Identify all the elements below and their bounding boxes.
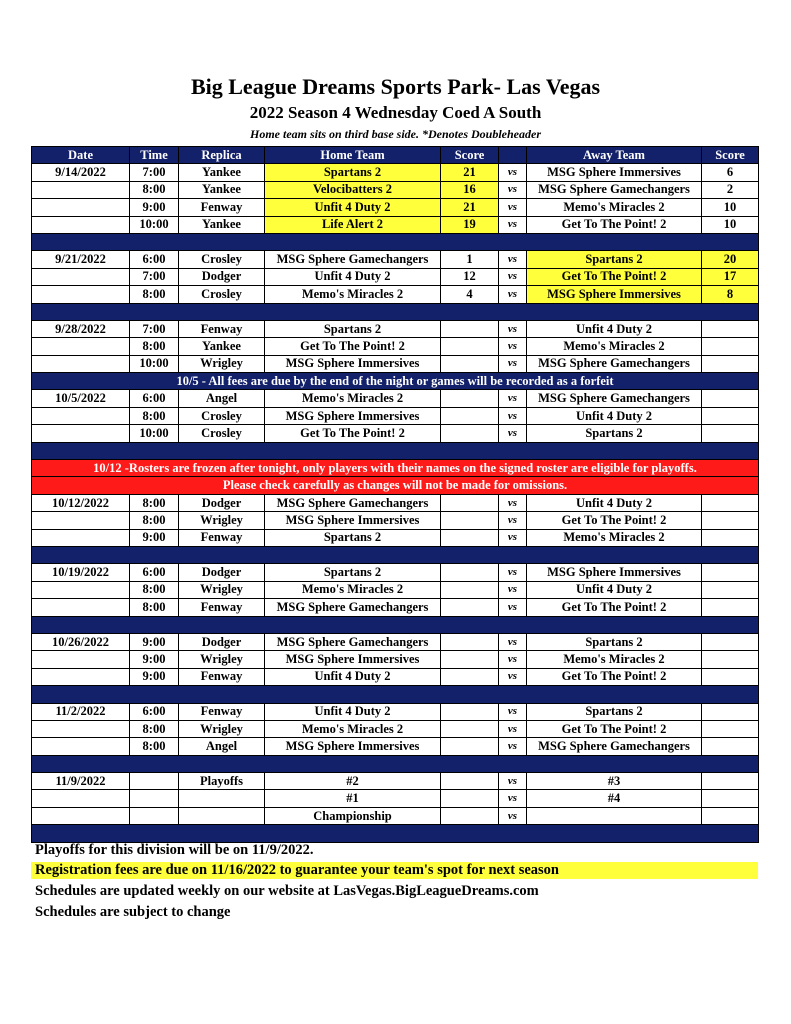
schedule-table-container <box>31 146 758 843</box>
separator-row <box>32 755 759 772</box>
home-team: Life Alert 2 <box>265 216 441 233</box>
away-team: Get To The Point! 2 <box>527 668 702 685</box>
home-score <box>441 338 499 355</box>
home-team: Unfit 4 Duty 2 <box>265 199 441 216</box>
vs-label: vs <box>499 651 527 668</box>
field-replica <box>179 807 265 824</box>
away-score <box>702 599 759 616</box>
away-score <box>702 668 759 685</box>
game-row <box>32 286 759 303</box>
field-replica: Fenway <box>179 320 265 337</box>
subject-to-change-note: Schedules are subject to change <box>35 904 231 920</box>
field-replica: Crosley <box>179 425 265 442</box>
game-row <box>32 181 759 198</box>
away-team: MSG Sphere Immersives <box>527 286 702 303</box>
home-team: Memo's Miracles 2 <box>265 720 441 737</box>
home-score <box>441 390 499 407</box>
away-score <box>702 720 759 737</box>
game-time: 6:00 <box>130 703 179 720</box>
away-team: Get To The Point! 2 <box>527 512 702 529</box>
vs-label: vs <box>499 407 527 424</box>
away-score <box>702 651 759 668</box>
roster-warning-text: 10/12 -Rosters are frozen after tonight, only players with their names on the signed roster are eligible for playoffs. <box>32 460 759 477</box>
home-score <box>441 529 499 546</box>
vs-label: vs <box>499 807 527 824</box>
field-replica: Wrigley <box>179 720 265 737</box>
game-row <box>32 581 759 598</box>
game-time: 6:00 <box>130 564 179 581</box>
home-score <box>441 807 499 824</box>
field-replica: Yankee <box>179 216 265 233</box>
game-date <box>32 651 130 668</box>
schedule-body <box>32 164 759 842</box>
game-row <box>32 251 759 268</box>
game-date <box>32 181 130 198</box>
home-score <box>441 633 499 650</box>
away-score <box>702 529 759 546</box>
home-team: Unfit 4 Duty 2 <box>265 703 441 720</box>
away-team: Unfit 4 Duty 2 <box>527 581 702 598</box>
separator-cell <box>32 616 759 633</box>
home-score <box>441 651 499 668</box>
roster-warning-row <box>32 477 759 494</box>
game-date: 11/9/2022 <box>32 773 130 790</box>
away-team: Memo's Miracles 2 <box>527 529 702 546</box>
home-score: 1 <box>441 251 499 268</box>
game-time <box>130 807 179 824</box>
fee-notice-text: 10/5 - All fees are due by the end of the night or games will be recorded as a forfeit <box>32 373 759 390</box>
game-date <box>32 216 130 233</box>
game-row <box>32 512 759 529</box>
table-header-row <box>32 147 759 164</box>
game-time: 8:00 <box>130 338 179 355</box>
game-date: 11/2/2022 <box>32 703 130 720</box>
game-row <box>32 164 759 181</box>
away-score: 6 <box>702 164 759 181</box>
game-date: 10/26/2022 <box>32 633 130 650</box>
home-team: MSG Sphere Gamechangers <box>265 599 441 616</box>
home-team: Unfit 4 Duty 2 <box>265 268 441 285</box>
away-score: 20 <box>702 251 759 268</box>
home-team: MSG Sphere Gamechangers <box>265 494 441 511</box>
registration-note: Registration fees are due on 11/16/2022 to guarantee your team's spot for next season <box>31 862 758 879</box>
roster-warning-text: Please check carefully as changes will not be made for omissions. <box>32 477 759 494</box>
game-date <box>32 720 130 737</box>
field-replica: Fenway <box>179 703 265 720</box>
game-date <box>32 407 130 424</box>
home-score: 16 <box>441 181 499 198</box>
separator-cell <box>32 686 759 703</box>
away-team: Get To The Point! 2 <box>527 599 702 616</box>
away-team: Unfit 4 Duty 2 <box>527 407 702 424</box>
away-team: Unfit 4 Duty 2 <box>527 494 702 511</box>
away-team: Get To The Point! 2 <box>527 268 702 285</box>
field-replica: Dodger <box>179 268 265 285</box>
home-score <box>441 407 499 424</box>
game-time: 9:00 <box>130 199 179 216</box>
vs-label: vs <box>499 529 527 546</box>
field-replica: Wrigley <box>179 581 265 598</box>
home-team: Get To The Point! 2 <box>265 425 441 442</box>
separator-row <box>32 442 759 459</box>
game-time: 8:00 <box>130 599 179 616</box>
home-team: Spartans 2 <box>265 320 441 337</box>
away-score: 10 <box>702 199 759 216</box>
field-replica: Crosley <box>179 286 265 303</box>
home-team: MSG Sphere Immersives <box>265 738 441 755</box>
away-team: Spartans 2 <box>527 703 702 720</box>
away-team: Spartans 2 <box>527 251 702 268</box>
away-score <box>702 703 759 720</box>
away-score <box>702 773 759 790</box>
game-time: 6:00 <box>130 390 179 407</box>
game-row <box>32 320 759 337</box>
game-row <box>32 790 759 807</box>
vs-label: vs <box>499 773 527 790</box>
home-team: MSG Sphere Immersives <box>265 651 441 668</box>
away-score <box>702 425 759 442</box>
field-replica: Playoffs <box>179 773 265 790</box>
field-replica: Yankee <box>179 181 265 198</box>
home-score <box>441 355 499 372</box>
vs-label: vs <box>499 790 527 807</box>
vs-label: vs <box>499 268 527 285</box>
away-team <box>527 807 702 824</box>
home-team: #1 <box>265 790 441 807</box>
game-row <box>32 529 759 546</box>
game-time: 9:00 <box>130 651 179 668</box>
vs-label: vs <box>499 703 527 720</box>
vs-label: vs <box>499 633 527 650</box>
game-date: 10/12/2022 <box>32 494 130 511</box>
game-date <box>32 355 130 372</box>
field-replica: Wrigley <box>179 355 265 372</box>
away-score <box>702 338 759 355</box>
col-header-away-team: Away Team <box>527 147 702 164</box>
col-header-replica: Replica <box>179 147 265 164</box>
away-team: #4 <box>527 790 702 807</box>
away-score <box>702 407 759 424</box>
vs-label: vs <box>499 320 527 337</box>
game-time: 8:00 <box>130 407 179 424</box>
home-score <box>441 738 499 755</box>
away-score: 8 <box>702 286 759 303</box>
home-team: MSG Sphere Immersives <box>265 355 441 372</box>
field-replica: Yankee <box>179 338 265 355</box>
home-score <box>441 790 499 807</box>
game-time: 9:00 <box>130 529 179 546</box>
field-replica: Angel <box>179 390 265 407</box>
away-team: MSG Sphere Gamechangers <box>527 738 702 755</box>
vs-label: vs <box>499 338 527 355</box>
away-team: Memo's Miracles 2 <box>527 651 702 668</box>
away-team: MSG Sphere Gamechangers <box>527 181 702 198</box>
away-score <box>702 564 759 581</box>
game-row <box>32 651 759 668</box>
separator-cell <box>32 442 759 459</box>
game-date <box>32 512 130 529</box>
vs-label: vs <box>499 216 527 233</box>
game-time: 7:00 <box>130 320 179 337</box>
separator-row <box>32 686 759 703</box>
home-team: Spartans 2 <box>265 164 441 181</box>
home-team: MSG Sphere Immersives <box>265 407 441 424</box>
home-score: 4 <box>441 286 499 303</box>
vs-label: vs <box>499 564 527 581</box>
home-score <box>441 320 499 337</box>
game-time: 7:00 <box>130 268 179 285</box>
game-time: 8:00 <box>130 581 179 598</box>
game-row <box>32 703 759 720</box>
separator-row <box>32 546 759 563</box>
field-replica: Angel <box>179 738 265 755</box>
col-header-home-score: Score <box>441 147 499 164</box>
home-team: Get To The Point! 2 <box>265 338 441 355</box>
fee-notice-row <box>32 373 759 390</box>
field-replica: Fenway <box>179 529 265 546</box>
field-replica: Dodger <box>179 633 265 650</box>
home-score <box>441 494 499 511</box>
field-replica: Wrigley <box>179 512 265 529</box>
vs-label: vs <box>499 581 527 598</box>
field-replica: Yankee <box>179 164 265 181</box>
col-header-home-team: Home Team <box>265 147 441 164</box>
home-score <box>441 581 499 598</box>
game-date <box>32 668 130 685</box>
vs-label: vs <box>499 390 527 407</box>
separator-cell <box>32 755 759 772</box>
game-row <box>32 268 759 285</box>
away-team: Get To The Point! 2 <box>527 216 702 233</box>
home-team-note: Home team sits on third base side. *Denotes Doubleheader <box>250 127 541 141</box>
home-team: MSG Sphere Gamechangers <box>265 633 441 650</box>
away-team: MSG Sphere Immersives <box>527 564 702 581</box>
away-team: Get To The Point! 2 <box>527 720 702 737</box>
game-time: 8:00 <box>130 181 179 198</box>
separator-row <box>32 303 759 320</box>
field-replica: Fenway <box>179 599 265 616</box>
game-row <box>32 390 759 407</box>
home-team: Spartans 2 <box>265 564 441 581</box>
vs-label: vs <box>499 355 527 372</box>
game-row <box>32 738 759 755</box>
vs-label: vs <box>499 738 527 755</box>
vs-label: vs <box>499 512 527 529</box>
separator-row <box>32 825 759 842</box>
field-replica: Crosley <box>179 407 265 424</box>
game-time: 8:00 <box>130 494 179 511</box>
away-team: Memo's Miracles 2 <box>527 199 702 216</box>
game-time: 7:00 <box>130 164 179 181</box>
game-row <box>32 494 759 511</box>
vs-label: vs <box>499 425 527 442</box>
vs-label: vs <box>499 599 527 616</box>
game-time: 8:00 <box>130 738 179 755</box>
field-replica: Fenway <box>179 199 265 216</box>
game-time: 8:00 <box>130 720 179 737</box>
game-time: 10:00 <box>130 216 179 233</box>
home-team: Spartans 2 <box>265 529 441 546</box>
game-date <box>32 286 130 303</box>
game-time <box>130 790 179 807</box>
game-row <box>32 355 759 372</box>
game-row <box>32 425 759 442</box>
game-date: 9/28/2022 <box>32 320 130 337</box>
game-time: 8:00 <box>130 512 179 529</box>
home-team: Memo's Miracles 2 <box>265 390 441 407</box>
game-time: 9:00 <box>130 633 179 650</box>
separator-cell <box>32 233 759 250</box>
away-score <box>702 494 759 511</box>
away-team: Spartans 2 <box>527 425 702 442</box>
game-row <box>32 199 759 216</box>
home-team: Unfit 4 Duty 2 <box>265 668 441 685</box>
home-score <box>441 720 499 737</box>
game-row <box>32 633 759 650</box>
home-score: 21 <box>441 164 499 181</box>
away-team: MSG Sphere Immersives <box>527 164 702 181</box>
away-score <box>702 633 759 650</box>
website-note: Schedules are updated weekly on our website at LasVegas.BigLeagueDreams.com <box>35 883 539 899</box>
home-score <box>441 668 499 685</box>
home-score <box>441 512 499 529</box>
separator-cell <box>32 303 759 320</box>
vs-label: vs <box>499 181 527 198</box>
separator-cell <box>32 546 759 563</box>
away-score <box>702 807 759 824</box>
home-score: 12 <box>441 268 499 285</box>
game-row <box>32 773 759 790</box>
game-date <box>32 268 130 285</box>
game-row <box>32 807 759 824</box>
field-replica: Wrigley <box>179 651 265 668</box>
col-header-vs <box>499 147 527 164</box>
game-row <box>32 407 759 424</box>
away-team: #3 <box>527 773 702 790</box>
playoffs-note: Playoffs for this division will be on 11/9/2022. <box>35 842 314 858</box>
away-score <box>702 390 759 407</box>
home-score <box>441 773 499 790</box>
game-row <box>32 216 759 233</box>
game-row <box>32 720 759 737</box>
away-team: MSG Sphere Gamechangers <box>527 355 702 372</box>
separator-cell <box>32 825 759 842</box>
home-score <box>441 425 499 442</box>
away-score <box>702 320 759 337</box>
game-date <box>32 599 130 616</box>
field-replica <box>179 790 265 807</box>
home-team: Memo's Miracles 2 <box>265 581 441 598</box>
home-team: #2 <box>265 773 441 790</box>
game-time: 6:00 <box>130 251 179 268</box>
away-score <box>702 738 759 755</box>
away-score <box>702 355 759 372</box>
game-date: 9/21/2022 <box>32 251 130 268</box>
game-date <box>32 199 130 216</box>
vs-label: vs <box>499 720 527 737</box>
game-date <box>32 738 130 755</box>
roster-warning-row <box>32 460 759 477</box>
col-header-time: Time <box>130 147 179 164</box>
game-date <box>32 807 130 824</box>
vs-label: vs <box>499 286 527 303</box>
vs-label: vs <box>499 251 527 268</box>
game-time: 9:00 <box>130 668 179 685</box>
game-date <box>32 581 130 598</box>
home-score <box>441 599 499 616</box>
separator-row <box>32 616 759 633</box>
home-team: Velocibatters 2 <box>265 181 441 198</box>
field-replica: Crosley <box>179 251 265 268</box>
col-header-away-score: Score <box>702 147 759 164</box>
vs-label: vs <box>499 668 527 685</box>
col-header-date: Date <box>32 147 130 164</box>
game-time: 8:00 <box>130 286 179 303</box>
game-date: 9/14/2022 <box>32 164 130 181</box>
home-team: Championship <box>265 807 441 824</box>
separator-row <box>32 233 759 250</box>
away-score <box>702 512 759 529</box>
vs-label: vs <box>499 164 527 181</box>
page-title: Big League Dreams Sports Park- Las Vegas <box>190 74 601 99</box>
home-team: MSG Sphere Immersives <box>265 512 441 529</box>
schedule-table <box>31 146 759 843</box>
season-subtitle: 2022 Season 4 Wednesday Coed A South <box>249 103 542 122</box>
home-team: MSG Sphere Gamechangers <box>265 251 441 268</box>
game-time <box>130 773 179 790</box>
game-row <box>32 668 759 685</box>
away-team: Memo's Miracles 2 <box>527 338 702 355</box>
game-row <box>32 338 759 355</box>
away-team: Spartans 2 <box>527 633 702 650</box>
game-date <box>32 338 130 355</box>
game-row <box>32 599 759 616</box>
away-team: MSG Sphere Gamechangers <box>527 390 702 407</box>
away-score: 2 <box>702 181 759 198</box>
away-score: 10 <box>702 216 759 233</box>
home-team: Memo's Miracles 2 <box>265 286 441 303</box>
game-date: 10/19/2022 <box>32 564 130 581</box>
game-time: 10:00 <box>130 355 179 372</box>
vs-label: vs <box>499 199 527 216</box>
field-replica: Dodger <box>179 564 265 581</box>
away-team: Unfit 4 Duty 2 <box>527 320 702 337</box>
field-replica: Fenway <box>179 668 265 685</box>
home-score <box>441 703 499 720</box>
game-time: 10:00 <box>130 425 179 442</box>
home-score <box>441 564 499 581</box>
away-score <box>702 790 759 807</box>
away-score: 17 <box>702 268 759 285</box>
game-date <box>32 529 130 546</box>
home-score: 19 <box>441 216 499 233</box>
field-replica: Dodger <box>179 494 265 511</box>
away-score <box>702 581 759 598</box>
game-date <box>32 790 130 807</box>
game-date <box>32 425 130 442</box>
game-date: 10/5/2022 <box>32 390 130 407</box>
game-row <box>32 564 759 581</box>
home-score: 21 <box>441 199 499 216</box>
vs-label: vs <box>499 494 527 511</box>
